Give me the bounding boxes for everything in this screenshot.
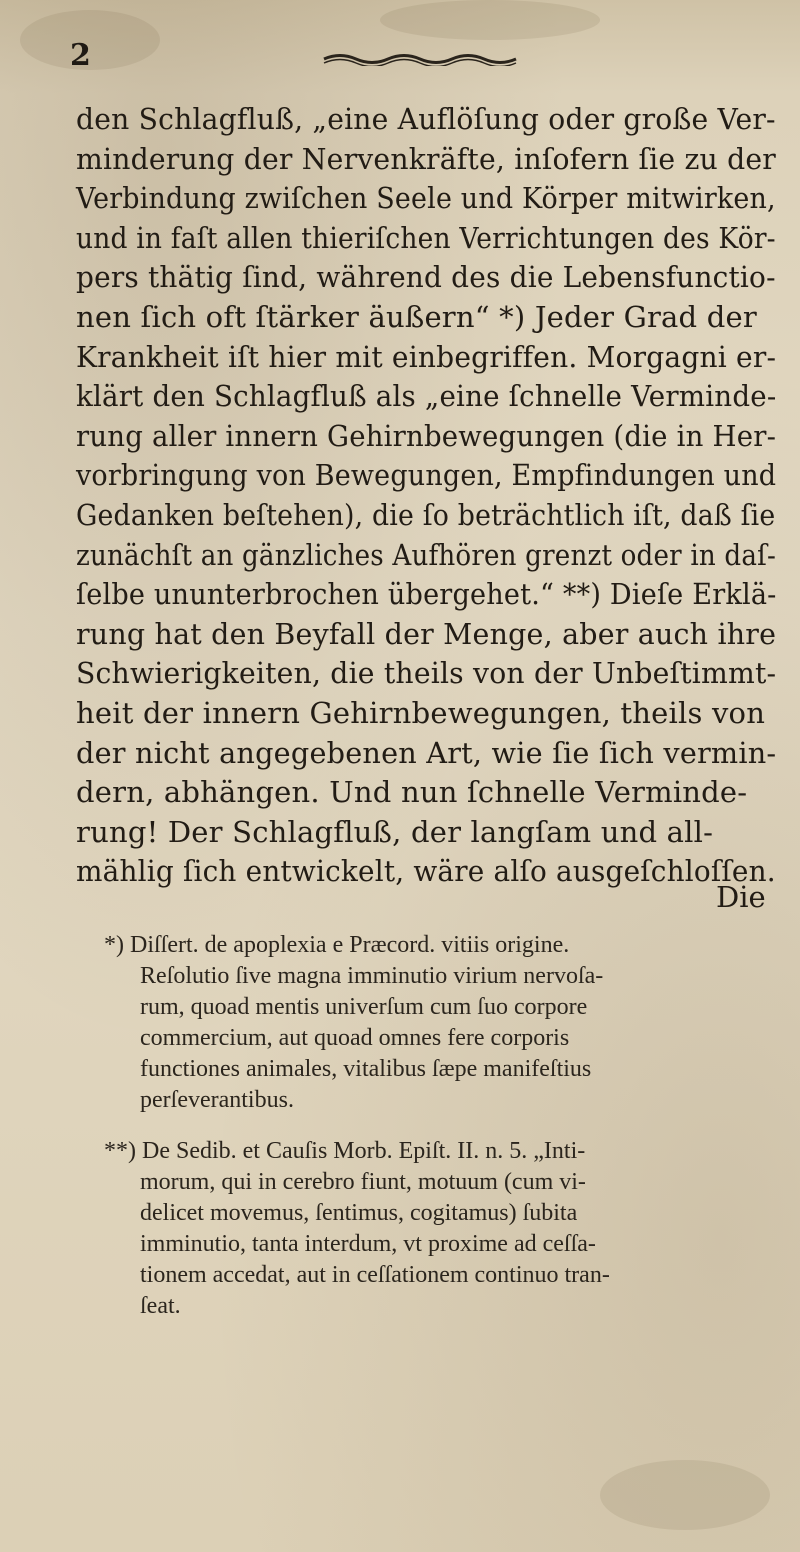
catchword: Die <box>716 880 766 914</box>
text-line: rung! Der Schlagfluß, der langſam und all- <box>76 814 714 849</box>
footnote-line: imminutio, tanta interdum, vt proxime ad ceſſa- <box>140 1231 596 1257</box>
text-line: der nicht angegebenen Art, wie ſie ſich vermin- <box>76 735 777 770</box>
text-line: minderung der Nervenkräfte, inſofern ſie zu der <box>76 141 776 176</box>
page-header <box>70 38 730 78</box>
footnotes <box>104 930 784 1342</box>
header-ornament-icon <box>320 52 520 66</box>
text-line: rung aller innern Gehirnbewegungen (die in Her- <box>76 418 777 453</box>
footnote-line: tionem accedat, aut in ceſſationem continuo tran- <box>140 1262 610 1288</box>
text-line: pers thätig ſind, während des die Lebensfunctio- <box>76 260 776 295</box>
text-line: mählig ſich entwickelt, wäre alſo ausgeſchloſſen. <box>76 854 776 889</box>
footnote-2 <box>104 1136 784 1322</box>
footnote-line: morum, qui in cerebro fiunt, motuum (cum vi- <box>140 1169 586 1195</box>
text-line: rung hat den Beyfall der Menge, aber auch ihre <box>76 616 777 651</box>
footnote-line: Reſolutio ſive magna imminutio virium nervoſa- <box>140 963 604 989</box>
paper-stain <box>380 0 600 40</box>
footnote-line: perſeverantibus. <box>140 1087 294 1113</box>
paper-stain <box>600 1460 770 1530</box>
text-line: heit der innern Gehirnbewegungen, theils von <box>76 695 766 730</box>
text-line: vorbringung von Bewegungen, Empfindungen und <box>76 458 777 493</box>
text-line: den Schlagfluß, „eine Auflöſung oder große Ver- <box>76 102 776 136</box>
footnote-1 <box>104 930 784 1116</box>
text-line: Gedanken beſtehen), die ſo beträchtlich iſt, daß ſie <box>76 497 776 532</box>
text-line: Verbindung zwiſchen Seele und Körper mitwirken, <box>76 181 776 216</box>
footnote-line: ſeat. <box>140 1293 181 1319</box>
footnote-line: rum, quoad mentis univerſum cum ſuo corpore <box>140 994 588 1020</box>
text-line: dern, abhängen. Und nun ſchnelle Verminde- <box>76 775 748 810</box>
footnote-line: functiones animales, vitalibus ſæpe manifeſtius <box>140 1056 592 1082</box>
main-text <box>76 100 776 892</box>
text-line: Krankheit iſt hier mit einbegriffen. Morgagni er- <box>76 339 777 374</box>
text-line: ſelbe ununterbrochen übergehet.“ **) Dieſe Erklä- <box>76 577 777 612</box>
footnote-line: **) De Sedib. et Cauſis Morb. Epiſt. II. n. 5. „Inti- <box>104 1138 586 1164</box>
text-line: und in faſt allen thieriſchen Verrichtungen des Kör- <box>76 220 776 255</box>
page-number: 2 <box>70 38 91 73</box>
text-line: zunächſt an gänzliches Aufhören grenzt oder in daſ- <box>76 537 776 572</box>
text-line: klärt den Schlagfluß als „eine ſchnelle Verminde- <box>76 379 777 414</box>
text-line: nen ſich oft ſtärker äußern“ *) Jeder Grad der <box>76 299 757 334</box>
text-line: Schwierigkeiten, die theils von der Unbeſtimmt- <box>76 656 777 691</box>
footnote-line: *) Diſſert. de apoplexia e Præcord. vitiis origine. <box>104 932 570 958</box>
footnote-line: commercium, aut quoad omnes fere corporis <box>140 1025 570 1051</box>
footnote-line: delicet movemus, ſentimus, cogitamus) ſubita <box>140 1200 578 1226</box>
